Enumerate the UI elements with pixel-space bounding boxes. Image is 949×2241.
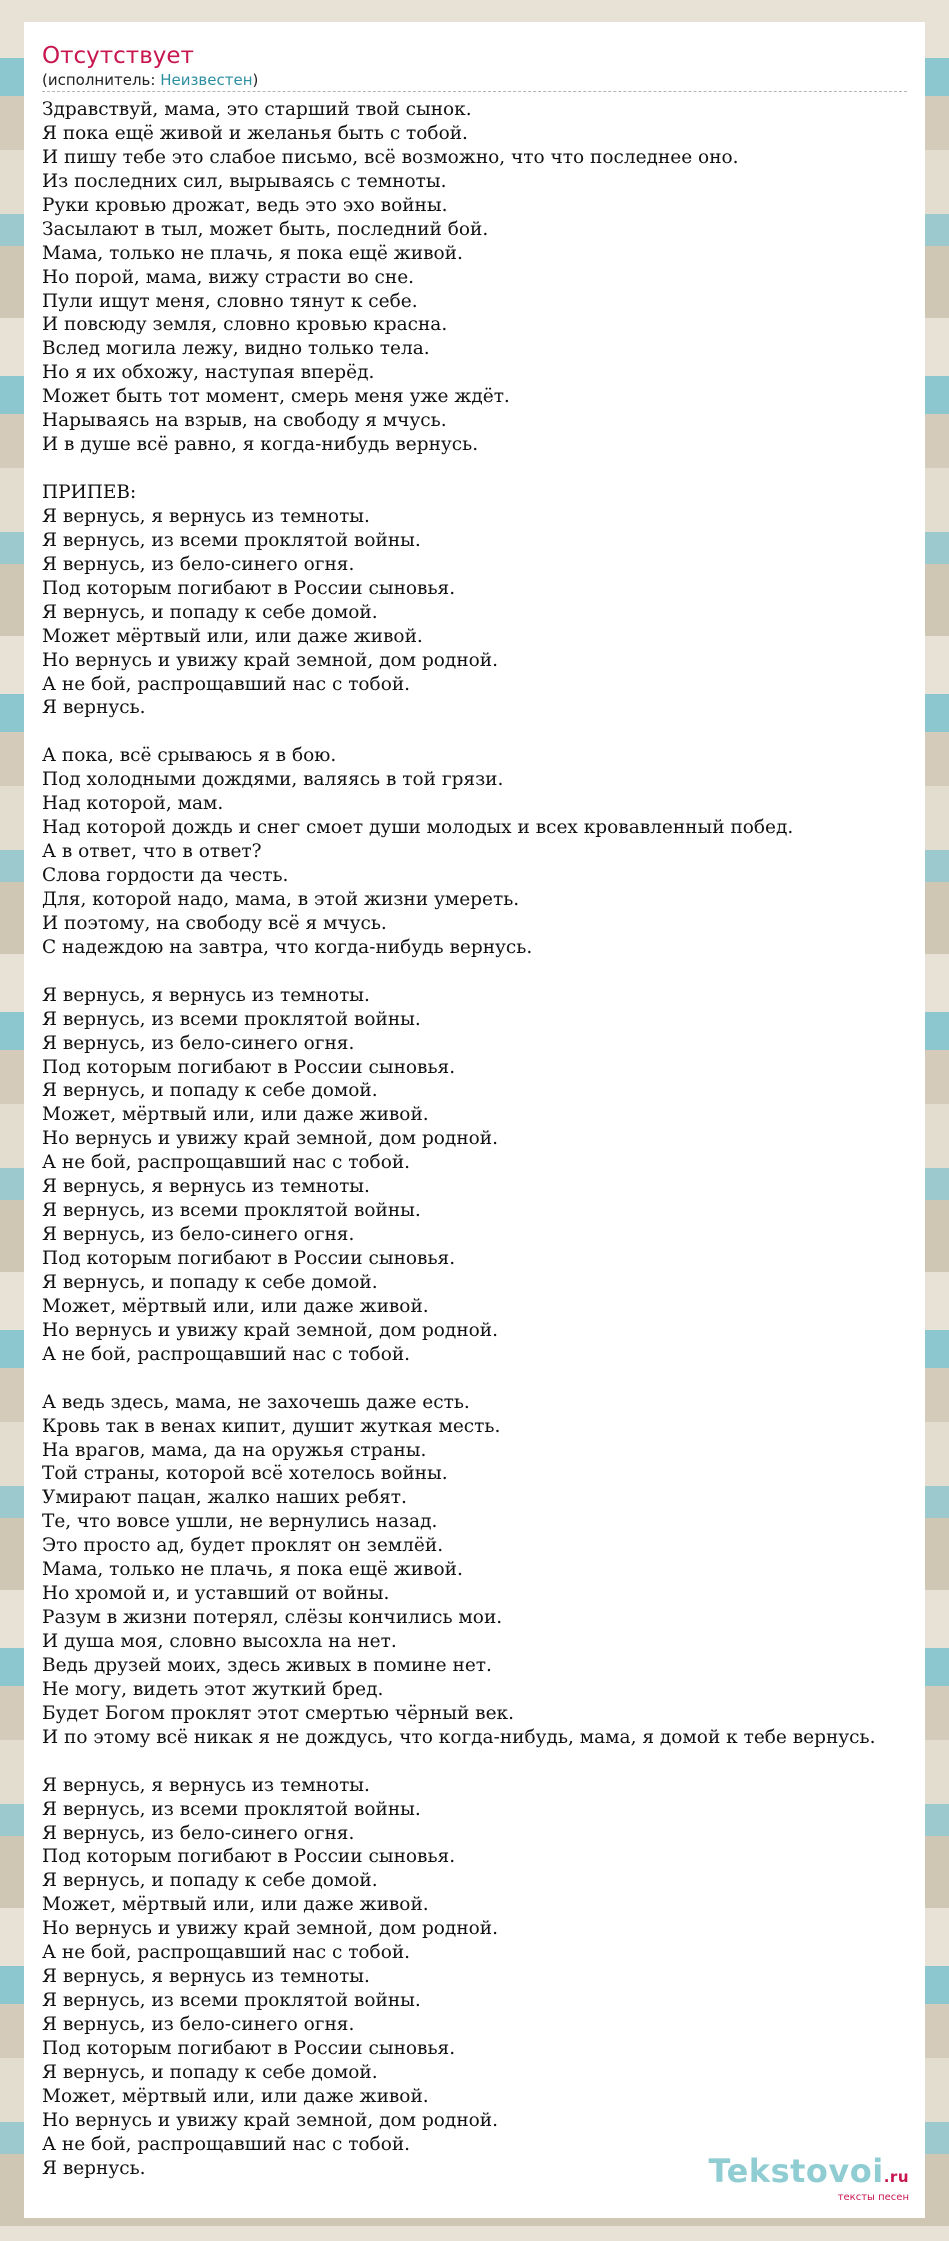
watermark-logo bbox=[709, 2154, 909, 2194]
lyric-line: Здравствуй, мама, это старший твой сынок. bbox=[42, 99, 472, 120]
lyric-line: Те, что вовсе ушли, не вернулись назад. bbox=[42, 1511, 438, 1533]
lyric-line: Той страны, которой всё хотелось войны. bbox=[42, 1463, 448, 1485]
lyric-line: Может, мёртвый или, или даже живой. bbox=[42, 1295, 429, 1317]
lyric-line: А не бой, распрощавший нас с тобой. bbox=[42, 1343, 411, 1365]
lyric-line: Я вернусь, я вернусь из темноты. bbox=[42, 1774, 370, 1796]
performer-prefix: (исполнитель: bbox=[42, 71, 161, 89]
watermark-brand: Tekstovoi bbox=[708, 2152, 884, 2190]
lyric-line bbox=[42, 720, 922, 744]
lyric-line: Под которым погибают в России сыновья. bbox=[42, 1056, 456, 1078]
lyric-line: А не бой, распрощавший нас с тобой. bbox=[42, 2133, 411, 2155]
lyric-line: Я вернусь. bbox=[42, 2157, 146, 2179]
lyric-line: Я вернусь, и попаду к себе домой. bbox=[42, 1870, 378, 1892]
lyric-line: Засылают в тыл, может быть, последний бой. bbox=[42, 218, 489, 240]
lyric-line: Под которым погибают в России сыновья. bbox=[42, 577, 456, 599]
lyric-line: Я вернусь, из бело-синего огня. bbox=[42, 2014, 355, 2035]
lyric-line: И поэтому, на свободу всё я мчусь. bbox=[42, 912, 387, 934]
lyric-line: Над которой дождь и снег смоет души молодых и всех кровавленный побед. bbox=[42, 817, 794, 839]
lyric-line bbox=[42, 1367, 922, 1391]
lyric-line: Под которым погибают в России сыновья. bbox=[42, 1846, 456, 1868]
lyric-line: Но вернусь и увижу край земной, дом родной. bbox=[42, 2109, 498, 2131]
lyric-line: Для, которой надо, мама, в этой жизни умереть. bbox=[42, 888, 520, 910]
lyric-line: Умирают пацан, жалко наших ребят. bbox=[42, 1487, 407, 1509]
lyric-line: Может, мёртвый или, или даже живой. bbox=[42, 2085, 429, 2107]
lyric-line: Под холодными дождями, валяясь в той грязи. bbox=[42, 769, 504, 791]
lyric-line: Я вернусь, из всеми проклятой войны. bbox=[42, 529, 421, 551]
lyric-line: Я вернусь, из всеми проклятой войны. bbox=[42, 1008, 421, 1030]
lyric-line: Но порой, мама, вижу страсти во сне. bbox=[42, 266, 415, 288]
performer-suffix: ) bbox=[252, 71, 259, 89]
lyric-line bbox=[42, 960, 922, 984]
lyric-line: Над которой, мам. bbox=[42, 793, 224, 815]
lyric-line: Я вернусь, я вернусь из темноты. bbox=[42, 1176, 370, 1198]
lyric-line: Но вернусь и увижу край земной, дом родной. bbox=[42, 1918, 498, 1940]
lyric-line: Может, мёртвый или, или даже живой. bbox=[42, 1104, 429, 1126]
lyric-line: Из последних сил, вырываясь с темноты. bbox=[42, 170, 447, 192]
lyric-line: А ведь здесь, мама, не захочешь даже есть. bbox=[42, 1391, 470, 1413]
song-title: Отсутствует bbox=[42, 43, 194, 69]
watermark-domain: .ru bbox=[883, 2168, 909, 2186]
lyric-line: Будет Богом проклят этот смертью чёрный век. bbox=[42, 1702, 514, 1724]
lyric-line: И душа моя, словно высохла на нет. bbox=[42, 1631, 397, 1652]
lyric-line: Я вернусь, из всеми проклятой войны. bbox=[42, 1200, 421, 1222]
lyric-line: Вслед могила лежу, видно только тела. bbox=[42, 338, 430, 360]
lyric-line: Может мёртвый или, или даже живой. bbox=[42, 625, 423, 647]
lyric-line: Я вернусь, я вернусь из темноты. bbox=[42, 505, 370, 527]
lyric-line: Нарываясь на взрыв, на свободу я мчусь. bbox=[42, 410, 447, 432]
lyric-line: А не бой, распрощавший нас с тобой. bbox=[42, 673, 411, 695]
lyric-line: Но вернусь и увижу край земной, дом родной. bbox=[42, 1128, 498, 1150]
lyric-line: Я вернусь, я вернусь из темноты. bbox=[42, 1966, 370, 1988]
lyric-line bbox=[42, 1750, 922, 1774]
lyric-line: Я вернусь. bbox=[42, 697, 146, 719]
lyric-line: Я вернусь, из всеми проклятой войны. bbox=[42, 1798, 421, 1820]
lyric-line: Не могу, видеть этот жуткий бред. bbox=[42, 1678, 384, 1700]
lyric-line: Мама, только не плачь, я пока ещё живой. bbox=[42, 1559, 463, 1581]
lyric-line: Я вернусь, из бело-синего огня. bbox=[42, 1822, 355, 1844]
lyric-line: И пишу тебе это слабое письмо, всё возможно, что что последнее оно. bbox=[42, 146, 739, 168]
lyric-line: Под которым погибают в России сыновья. bbox=[42, 1248, 456, 1269]
lyric-line: А не бой, распрощавший нас с тобой. bbox=[42, 1152, 411, 1174]
lyric-line: С надеждою на завтра, что когда-нибудь вернусь. bbox=[42, 936, 533, 958]
lyric-line: На врагов, мама, да на оружья страны. bbox=[42, 1439, 427, 1461]
lyric-line: Я пока ещё живой и желанья быть с тобой. bbox=[42, 122, 468, 144]
lyric-line: Я вернусь, и попаду к себе домой. bbox=[42, 1080, 378, 1102]
lyric-line: Но хромой и, и уставший от войны. bbox=[42, 1583, 390, 1605]
performer-line bbox=[42, 71, 907, 92]
lyric-line: Но я их обхожу, наступая вперёд. bbox=[42, 362, 375, 384]
watermark-tagline: тексты песен bbox=[837, 2192, 909, 2203]
lyric-line bbox=[42, 457, 922, 481]
lyric-line: А в ответ, что в ответ? bbox=[42, 841, 262, 863]
lyric-line: Слова гордости да честь. bbox=[42, 865, 289, 886]
lyric-line: Может, мёртвый или, или даже живой. bbox=[42, 1894, 429, 1916]
lyric-line: Под которым погибают в России сыновья. bbox=[42, 2037, 456, 2059]
lyric-line: А пока, всё срываюсь я в бою. bbox=[42, 745, 337, 767]
lyric-line: Руки кровью дрожат, ведь это эхо войны. bbox=[42, 194, 448, 216]
lyrics-text bbox=[42, 98, 922, 2181]
lyric-line: Ведь друзей моих, здесь живых в помине нет. bbox=[42, 1654, 492, 1676]
site-watermark[interactable] bbox=[709, 2154, 909, 2204]
lyric-line: Я вернусь, и попаду к себе домой. bbox=[42, 2061, 378, 2083]
lyric-line: Может быть тот момент, смерь меня уже ждёт. bbox=[42, 386, 510, 408]
lyric-line: Но вернусь и увижу край земной, дом родной. bbox=[42, 1319, 498, 1341]
lyric-line: Я вернусь, и попаду к себе домой. bbox=[42, 601, 378, 623]
lyric-line: Я вернусь, я вернусь из темноты. bbox=[42, 984, 370, 1006]
lyric-line: Но вернусь и увижу край земной, дом родной. bbox=[42, 649, 498, 671]
lyric-line: Я вернусь, из всеми проклятой войны. bbox=[42, 1990, 421, 2012]
lyric-line: И повсюду земля, словно кровью красна. bbox=[42, 314, 448, 336]
lyric-line: Мама, только не плачь, я пока ещё живой. bbox=[42, 242, 463, 264]
lyric-line: Я вернусь, и попаду к себе домой. bbox=[42, 1271, 378, 1293]
lyric-line: Разум в жизни потерял, слёзы кончились мои. bbox=[42, 1607, 503, 1629]
lyric-line: Это просто ад, будет проклят он землёй. bbox=[42, 1535, 444, 1557]
lyric-line: Кровь так в венах кипит, душит жуткая месть. bbox=[42, 1415, 501, 1437]
lyric-line: Я вернусь, из бело-синего огня. bbox=[42, 1032, 355, 1054]
lyric-line: ПРИПЕВ: bbox=[42, 482, 137, 503]
lyric-line: И в душе всё равно, я когда-нибудь вернусь. bbox=[42, 434, 479, 456]
lyric-line: Пули ищут меня, словно тянут к себе. bbox=[42, 290, 418, 312]
lyrics-card bbox=[24, 22, 925, 2218]
lyric-line: И по этому всё никак я не дождусь, что когда-нибудь, мама, я домой к тебе вернусь. bbox=[42, 1726, 876, 1748]
background-stripes-left bbox=[0, 0, 24, 2241]
lyric-line: Я вернусь, из бело-синего огня. bbox=[42, 1224, 355, 1246]
performer-link[interactable]: Неизвестен bbox=[160, 71, 253, 89]
lyric-line: А не бой, распрощавший нас с тобой. bbox=[42, 1942, 411, 1964]
background-stripes-right bbox=[925, 0, 949, 2241]
lyric-line: Я вернусь, из бело-синего огня. bbox=[42, 553, 355, 575]
